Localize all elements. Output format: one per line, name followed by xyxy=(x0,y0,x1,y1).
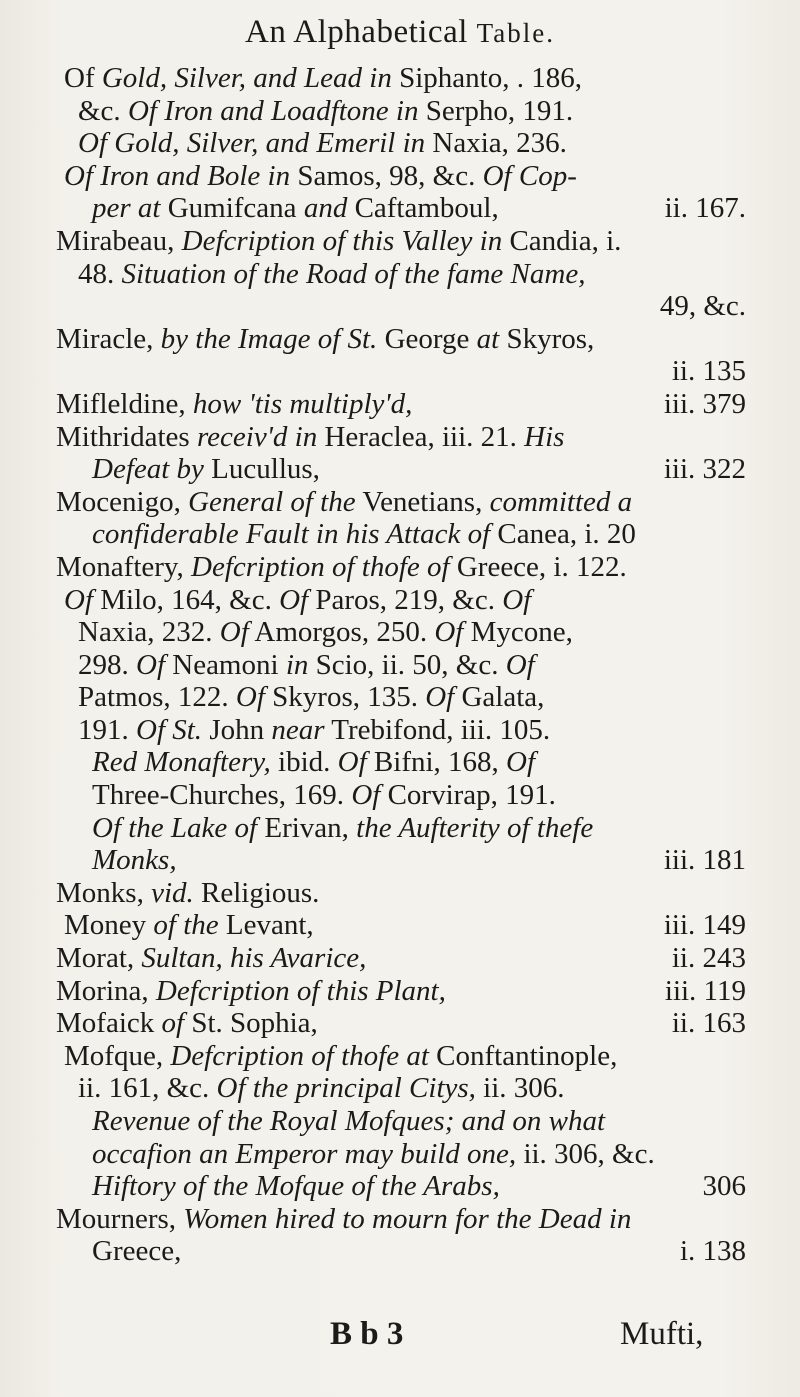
index-line-page-ref: ii. 135 xyxy=(671,355,746,388)
index-entries xyxy=(56,62,746,1268)
index-line-page-ref: ii. 167. xyxy=(664,192,746,225)
index-line-text: confiderable Fault in his Attack of Canea, i. 20 xyxy=(92,518,636,551)
index-line-text: Mofque, Defcription of thofe at Conftantinople, xyxy=(64,1039,618,1072)
index-line-text: Morina, Defcription of this Plant, xyxy=(56,974,446,1007)
index-line xyxy=(56,942,746,975)
index-line xyxy=(56,681,746,714)
index-line xyxy=(56,779,746,812)
index-line-page-ref: ii. 163 xyxy=(671,1007,746,1040)
catchword: Mufti, xyxy=(620,1316,704,1352)
index-line xyxy=(56,616,746,649)
index-line-text: 191. Of St. John near Trebifond, iii. 105. xyxy=(78,713,551,746)
index-line-page-ref: i. 138 xyxy=(679,1235,746,1268)
index-line xyxy=(56,1138,746,1171)
index-line-text: Of Milo, 164, &c. Of Paros, 219, &c. Of xyxy=(64,583,532,616)
index-line xyxy=(56,714,746,747)
index-line-text: &c. Of Iron and Loadftone in Serpho, 191. xyxy=(78,94,574,127)
running-header xyxy=(0,14,800,51)
index-line-text: Of the Lake of Erivan, the Aufterity of thefe xyxy=(92,811,594,844)
index-line-text: 298. Of Neamoni in Scio, ii. 50, &c. Of xyxy=(78,648,535,681)
index-line-page-ref: iii. 379 xyxy=(663,387,746,420)
index-line-text: Miracle, by the Image of St. George at Skyros, xyxy=(56,322,595,355)
index-line-text: Morat, Sultan, his Avarice, xyxy=(56,942,367,975)
index-line xyxy=(56,192,746,225)
index-line xyxy=(56,844,746,877)
index-line xyxy=(56,225,746,258)
index-line-text: Mofaick of St. Sophia, xyxy=(56,1007,318,1040)
index-line xyxy=(56,355,746,388)
index-line xyxy=(56,323,746,356)
index-line-text: per at Gumifcana and Caftamboul, xyxy=(92,192,499,225)
index-line xyxy=(56,877,746,910)
index-line xyxy=(56,1105,746,1138)
header-title-prefix: An Alphabetical xyxy=(245,14,477,50)
index-line xyxy=(56,258,746,291)
index-line xyxy=(56,95,746,128)
index-line-page-ref: 49, &c. xyxy=(659,290,746,323)
header-title-word: Table. xyxy=(476,18,555,48)
page-footer xyxy=(0,1316,800,1356)
index-line-text: 48. Situation of the Road of the fame Name, xyxy=(78,257,586,290)
index-line xyxy=(56,1170,746,1203)
index-line-text: Mithridates receiv'd in Heraclea, iii. 21. His xyxy=(56,420,565,453)
index-line-page-ref: iii. 119 xyxy=(664,974,746,1007)
index-line-page-ref: iii. 149 xyxy=(663,909,746,942)
index-line-text: Monks, vid. Religious. xyxy=(56,876,320,909)
index-line-text: Of Gold, Silver, and Emeril in Naxia, 236. xyxy=(78,127,567,160)
index-line-page-ref: iii. 322 xyxy=(663,453,746,486)
index-line-page-ref: ii. 243 xyxy=(671,942,746,975)
index-line xyxy=(56,518,746,551)
index-line xyxy=(56,746,746,779)
index-line-text: Mourners, Women hired to mourn for the Dead in xyxy=(56,1202,632,1235)
index-line xyxy=(56,1203,746,1236)
index-line xyxy=(56,975,746,1008)
index-line-text: occafion an Emperor may build one, ii. 306, &c. xyxy=(92,1137,655,1170)
index-line xyxy=(56,1072,746,1105)
index-line xyxy=(56,1235,746,1268)
index-line-page-ref: iii. 181 xyxy=(663,844,746,877)
index-line xyxy=(56,1007,746,1040)
index-line-text: Money of the Levant, xyxy=(64,909,314,942)
index-line-text: Greece, xyxy=(92,1235,182,1268)
index-line xyxy=(56,1040,746,1073)
index-line-text: Red Monaftery, ibid. Of Bifni, 168, Of xyxy=(92,746,536,779)
index-line-text: Hiftory of the Mofque of the Arabs, xyxy=(92,1170,500,1203)
index-line-text: Three-Churches, 169. Of Corvirap, 191. xyxy=(92,779,556,812)
index-line-text: ii. 161, &c. Of the principal Citys, ii. 306. xyxy=(78,1072,565,1105)
index-line xyxy=(56,649,746,682)
index-line xyxy=(56,453,746,486)
index-line xyxy=(56,551,746,584)
index-line-text: Monks, xyxy=(92,844,177,877)
index-line-text: Revenue of the Royal Mofques; and on what xyxy=(92,1105,606,1137)
index-line-text: Of Iron and Bole in Samos, 98, &c. Of Cop- xyxy=(64,159,577,192)
index-line-text: Mirabeau, Defcription of this Valley in Candia, i. xyxy=(56,224,622,257)
index-line xyxy=(56,584,746,617)
index-line-text: Mocenigo, General of the Venetians, committed a xyxy=(56,485,633,518)
index-line-text: Of Gold, Silver, and Lead in Siphanto, . 186, xyxy=(64,62,582,94)
index-line-text: Monaftery, Defcription of thofe of Greece, i. 122. xyxy=(56,550,627,583)
index-line xyxy=(56,62,746,95)
index-line xyxy=(56,388,746,421)
index-line xyxy=(56,909,746,942)
index-line-text: Mifleldine, how 'tis multiply'd, xyxy=(56,387,413,420)
index-line-text: Defeat by Lucullus, xyxy=(92,453,320,486)
signature-mark: B b 3 xyxy=(330,1316,404,1352)
index-line xyxy=(56,160,746,193)
index-line-text: Patmos, 122. Of Skyros, 135. Of Galata, xyxy=(78,681,545,714)
index-line-page-ref: 306 xyxy=(702,1170,746,1203)
index-line xyxy=(56,812,746,845)
index-line xyxy=(56,486,746,519)
index-line xyxy=(56,290,746,323)
index-line xyxy=(56,127,746,160)
index-line-text: Naxia, 232. Of Amorgos, 250. Of Mycone, xyxy=(78,616,573,649)
index-line xyxy=(56,421,746,454)
